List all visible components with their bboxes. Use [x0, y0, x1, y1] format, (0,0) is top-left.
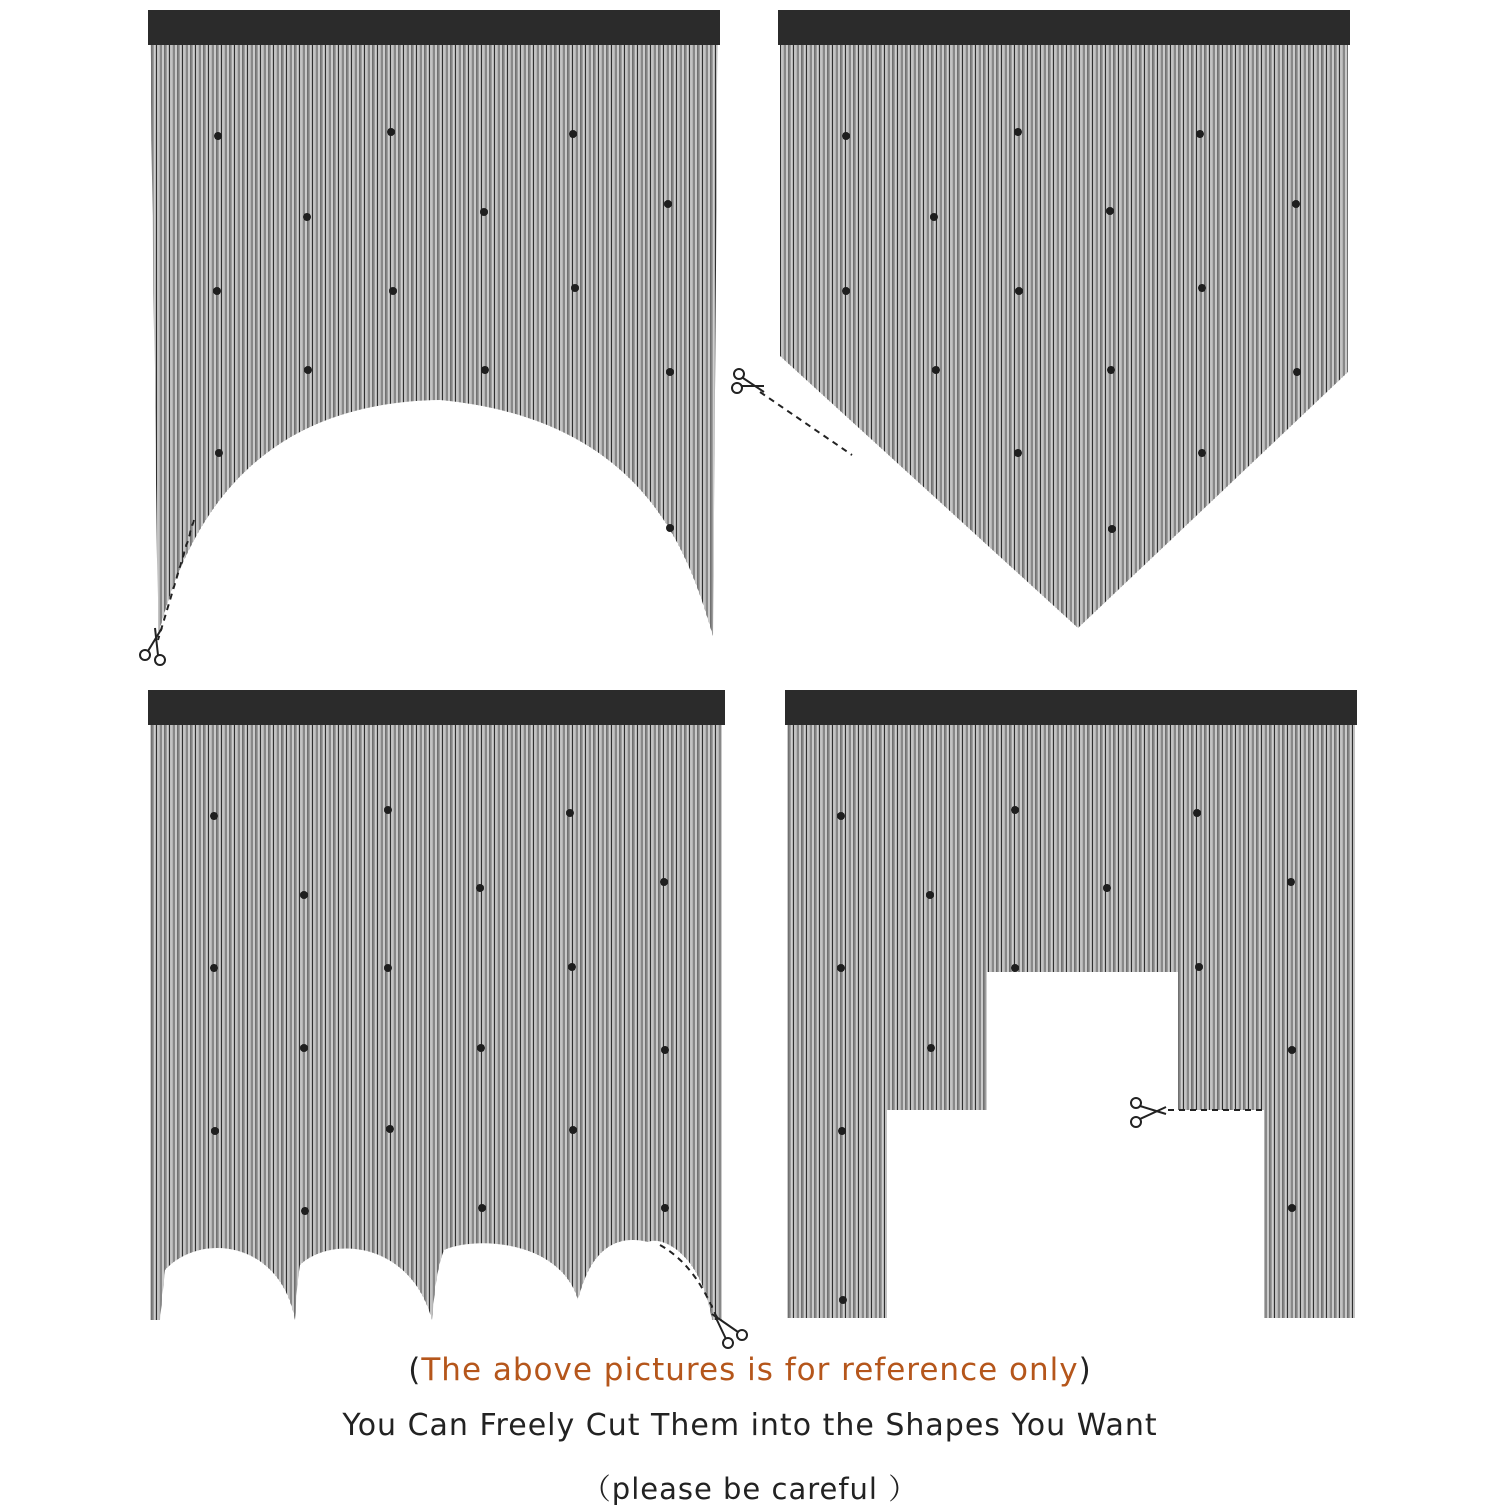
arch-cut-panel: [140, 10, 720, 665]
curtain-header: [785, 690, 1357, 725]
v-cut-panel: [732, 10, 1350, 635]
scissors-icon: [712, 1314, 747, 1348]
scissors-icon: [732, 369, 764, 393]
curtain-header: [148, 10, 720, 45]
reference-note-text: The above pictures is for reference only: [421, 1352, 1079, 1388]
reference-note: (The above pictures is for reference only): [408, 1352, 1092, 1388]
doorway-cut-panel: [785, 690, 1357, 1325]
scissors-icon: [140, 628, 165, 665]
cutting-instruction: You Can Freely Cut Them into the Shapes You Want: [342, 1408, 1158, 1443]
scissors-icon: [1131, 1098, 1166, 1127]
scallop-cut-panel: [148, 690, 747, 1348]
curtain-header: [778, 10, 1350, 45]
caution-note: （please be careful ）: [581, 1472, 919, 1506]
curtain-header: [148, 690, 725, 725]
